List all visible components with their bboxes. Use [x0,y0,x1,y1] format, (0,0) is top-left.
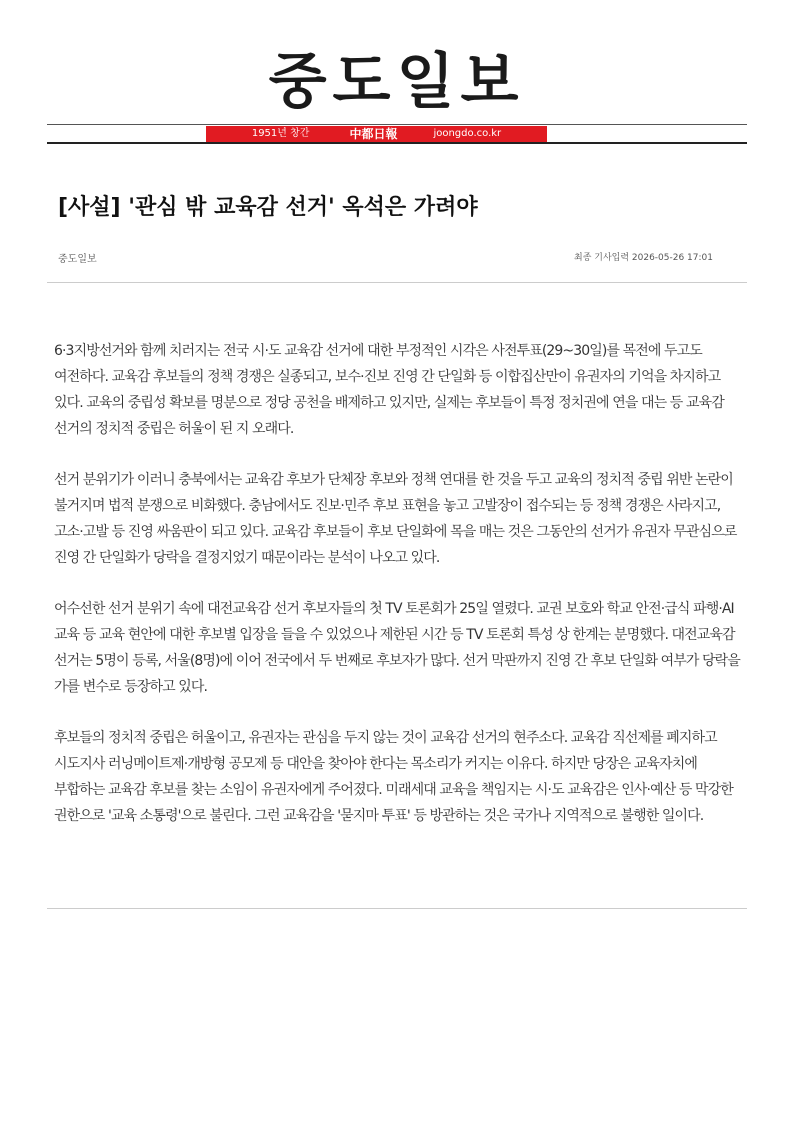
masthead-url: joongdo.co.kr [433,128,502,139]
masthead-red-band [206,126,547,142]
article-paragraph: 선거 분위기가 이러니 충북에서는 교육감 후보가 단체장 후보와 정책 연대를 한 것을 두고 교육의 정치적 중립 위반 논란이 불거지며 법적 분쟁으로 비화했다. 충남에서도 진보·민주 후보 표현을 놓고 고발장이 접수되는 등 정책 경쟁은 사라지고, 고소·고발 등 진영 싸움판이 되고 있다. 교육감 후보들이 후보 단일화에 목을 매는 것은 그동안의 선거가 유권자 무관심으로 진영 간 단일화가 당락을 결정지었기 때문이라는 분석이 나오고 있다. [54,472,737,566]
masthead-top-rule [47,124,747,125]
article-body [54,338,744,854]
article-headline: [사설] '관심 밖 교육감 선거' 옥석은 가려야 [58,195,478,220]
masthead-since: 1951년 창간 [251,128,310,139]
article-source: 중도일보 [58,254,97,265]
masthead-hanja: 中都日報 [349,127,398,141]
meta-divider [47,282,747,283]
masthead-bottom-rule [47,142,747,144]
masthead-logo: 중도일보 [268,47,525,117]
article-paragraph: 6·3지방선거와 함께 치러지는 전국 시·도 교육감 선거에 대한 부정적인 시각은 사전투표(29~30일)를 목전에 두고도 여전하다. 교육감 후보들의 정책 경쟁은 실종되고, 보수·진보 진영 간 단일화 등 이합집산만이 유권자의 기억을 차지하고 있다. 교육의 중립성 확보를 명분으로 정당 공천을 배제하고 있지만, 실제는 후보들이 특정 정치권에 연을 대는 등 교육감 선거의 정치적 중립은 허울이 된 지 오래다. [54,343,724,437]
article-paragraph: 어수선한 선거 분위기 속에 대전교육감 선거 후보자들의 첫 TV 토론회가 25일 열렸다. 교권 보호와 학교 안전·급식 파행·AI 교육 등 교육 현안에 대한 후보별 입장을 들을 수 있었으나 제한된 시간 등 TV 토론회 특성 상 한계는 분명했다. 대전교육감 선거는 5명이 등록, 서울(8명)에 이어 전국에서 두 번째로 후보자가 많다. 선거 막판까지 진영 간 후보 단일화 여부가 당락을 가를 변수로 등장하고 있다. [54,601,740,695]
article-paragraph: 후보들의 정치적 중립은 허울이고, 유권자는 관심을 두지 않는 것이 교육감 선거의 현주소다. 교육감 직선제를 폐지하고 시도지사 러닝메이트제·개방형 공모제 등 대안을 찾아야 한다는 목소리가 커지는 이유다. 하지만 당장은 교육자치에 부합하는 교육감 후보를 찾는 소임이 유권자에게 주어졌다. 미래세대 교육을 책임지는 시·도 교육감은 인사·예산 등 막강한 권한으로 '교육 소통령'으로 불린다. 그런 교육감을 '묻지마 투표' 등 방관하는 것은 국가나 지역적으로 불행한 일이다. [54,730,733,824]
article-date: 최종 기사입력 2026-05-26 17:01 [574,253,713,263]
article-end-divider [47,908,747,909]
